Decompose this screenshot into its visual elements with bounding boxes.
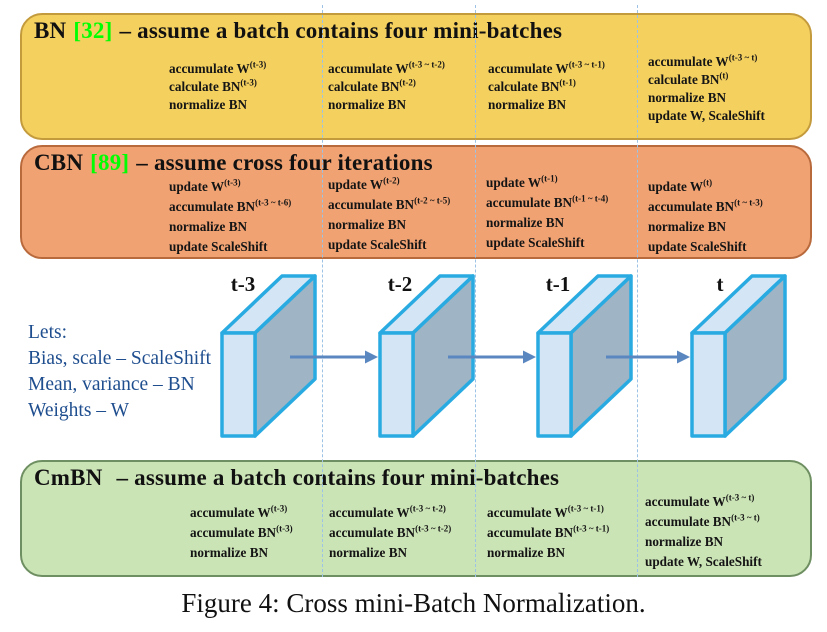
feature-map-box (692, 276, 785, 436)
citation-ref: [32] (73, 18, 113, 43)
op-line: calculate BN$^{(t)}$ (648, 70, 729, 87)
op-line: calculate BN$^{(t-2)}$ (328, 77, 416, 94)
op-line: update $W^{(t)}$ (648, 177, 713, 194)
panel-title-rest: – assume a batch contains four mini-batches (116, 465, 560, 490)
op-line: accumulate $BN^{(t \sim t-3)}$ (648, 197, 763, 214)
op-line: accumulate $W^{(t-3 \sim t-2)}$ (329, 503, 446, 520)
panel-title-rest: – assume a batch contains four mini-batches (119, 18, 563, 43)
op-line: normalize BN (486, 215, 565, 230)
timestep-label: t-1 (545, 272, 571, 296)
op-line: normalize BN (169, 219, 248, 234)
op-line: normalize BN (169, 97, 248, 112)
op-line: update W, ScaleShift (645, 554, 762, 569)
op-line: normalize BN (648, 219, 727, 234)
op-line: update $W^{(t-3)}$ (169, 177, 241, 194)
legend-line: Lets: (28, 322, 67, 343)
timestep-label: t-2 (387, 272, 413, 296)
op-line: accumulate $BN^{(t-3 \sim t-2)}$ (329, 523, 452, 540)
op-line: accumulate $W^{(t-3 \sim t-1)}$ (488, 59, 605, 76)
op-line: accumulate $BN^{(t-3 \sim t)}$ (645, 512, 760, 529)
op-line: accumulate $BN^{(t-3 \sim t-6)}$ (169, 197, 292, 214)
op-line: calculate BN$^{(t-3)}$ (169, 77, 257, 94)
op-line: accumulate $W^{(t-3 \sim t)}$ (648, 52, 758, 69)
legend-line: Weights – W (28, 400, 129, 421)
op-line: normalize BN (645, 534, 724, 549)
timestep-label: t (716, 272, 724, 296)
panel-title-name: CBN (34, 150, 84, 175)
op-line: accumulate $W^{(t-3 \sim t-1)}$ (487, 503, 604, 520)
panel-title-name: BN (34, 18, 67, 43)
op-line: update ScaleShift (648, 239, 747, 254)
op-line: accumulate $W^{(t-3 \sim t)}$ (645, 492, 755, 509)
op-line: update W, ScaleShift (648, 108, 765, 123)
op-line: normalize BN (648, 90, 727, 105)
op-line: normalize BN (487, 545, 566, 560)
op-line: update $W^{(t-2)}$ (328, 175, 400, 192)
op-line: update ScaleShift (169, 239, 268, 254)
op-line: normalize BN (328, 97, 407, 112)
op-line: normalize BN (488, 97, 567, 112)
op-line: accumulate BN$^{(t-3)}$ (190, 523, 293, 540)
op-line: accumulate $BN^{(t-1 \sim t-4)}$ (486, 193, 609, 210)
op-line: update $W^{(t-1)}$ (486, 173, 558, 190)
op-line: update ScaleShift (328, 237, 427, 252)
figure-caption: Figure 4: Cross mini-Batch Normalization. (181, 588, 646, 618)
op-line: accumulate $BN^{(t-3 \sim t-1)}$ (487, 523, 610, 540)
op-line: accumulate $BN^{(t-2 \sim t-5)}$ (328, 195, 451, 212)
op-line: accumulate $W^{(t-3 \sim t-2)}$ (328, 59, 445, 76)
citation-ref: [89] (90, 150, 130, 175)
op-line: accumulate $W^{(t-3)}$ (190, 503, 288, 520)
op-line: normalize BN (328, 217, 407, 232)
op-line: normalize BN (329, 545, 408, 560)
op-line: accumulate $W^{(t-3)}$ (169, 59, 267, 76)
op-line: normalize BN (190, 545, 269, 560)
panel-title-rest: – assume cross four iterations (136, 150, 433, 175)
legend-line: Mean, variance – BN (28, 374, 195, 395)
op-line: calculate BN$^{(t-1)}$ (488, 77, 576, 94)
op-line: update ScaleShift (486, 235, 585, 250)
legend-line: Bias, scale – ScaleShift (28, 348, 212, 369)
panel-title-name: CmBN (34, 465, 103, 490)
timestep-label: t-3 (230, 272, 256, 296)
